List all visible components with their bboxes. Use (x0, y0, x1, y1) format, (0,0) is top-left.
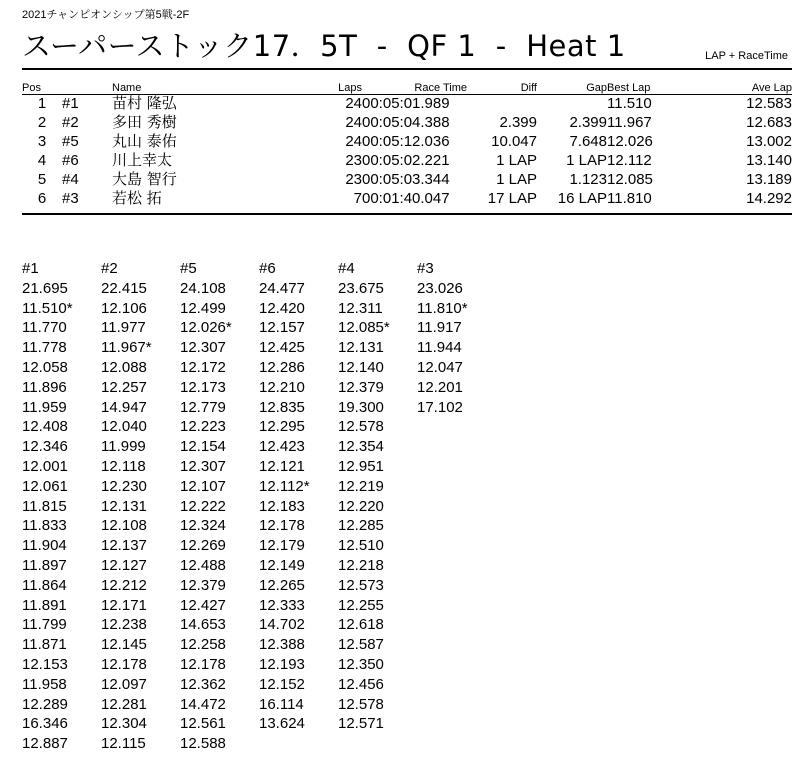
lap-time: 12.561 (180, 715, 226, 733)
laps-cell: 24 (345, 95, 362, 112)
lap-time: 12.281 (101, 695, 147, 713)
lap-time: 12.618 (338, 616, 384, 634)
diff-cell: 10.047 (491, 133, 537, 150)
diff-cell (467, 94, 537, 113)
lap-time: 12.257 (101, 378, 147, 396)
best-lap-cell: 11.510 (607, 95, 652, 112)
lap-time: 12.286 (259, 358, 305, 376)
best-lap-cell: 12.085 (607, 171, 653, 188)
lap-time: 21.695 (22, 279, 68, 297)
lap-time: 12.295 (259, 418, 305, 436)
lap-time: 12.001 (22, 457, 68, 475)
lap-time: 12.107 (180, 477, 226, 495)
lap-time: 12.571 (338, 715, 384, 733)
lap-time: 12.951 (338, 457, 384, 475)
lap-time: 12.578 (338, 418, 384, 436)
lap-time: 12.304 (101, 715, 147, 733)
race-time-cell: 00:01:40.047 (362, 190, 450, 207)
table-row (22, 113, 792, 132)
lap-time: 12.510 (338, 537, 384, 555)
lap-time: 12.106 (101, 299, 147, 317)
col-header-laps: Laps (338, 82, 362, 94)
gap-cell: 1.123 (569, 171, 607, 188)
lap-time: 12.408 (22, 418, 68, 436)
lap-time: 12.289 (22, 695, 68, 713)
col-header-name: Name (112, 82, 142, 94)
gap-cell: 7.648 (569, 133, 607, 150)
lap-time: 24.477 (259, 279, 305, 297)
lap-column (417, 259, 495, 417)
driver-name-cell: 大島 智行 (112, 170, 177, 188)
laps-cell: 7 (353, 190, 362, 207)
diff-cell: 1 LAP (496, 152, 537, 169)
lap-time: 12.307 (180, 457, 226, 475)
gap-cell: 16 LAP (557, 190, 607, 207)
lap-time: 12.178 (259, 517, 305, 535)
lap-time: 12.388 (259, 636, 305, 654)
car-number-cell: #6 (62, 152, 79, 169)
lap-time: 12.218 (338, 556, 384, 574)
car-number-cell: #5 (62, 133, 79, 150)
ave-lap-cell: 13.140 (746, 152, 792, 169)
pos-cell: 2 (37, 114, 47, 131)
lap-time: 12.183 (259, 497, 305, 515)
lap-time: 24.108 (180, 279, 226, 297)
lap-time: 11.815 (22, 497, 67, 515)
lap-time: 11.891 (22, 596, 67, 614)
lap-time: 12.269 (180, 537, 226, 555)
lap-time: 12.456 (338, 675, 384, 693)
lap-time: 12.425 (259, 339, 305, 357)
lap-time: 12.835 (259, 398, 305, 416)
lap-time: 12.488 (180, 556, 226, 574)
lap-time: 12.307 (180, 339, 226, 357)
lap-time: 23.675 (338, 279, 384, 297)
lap-time: 12.157 (259, 319, 305, 337)
lap-time: 12.040 (101, 418, 147, 436)
lap-time: 12.140 (338, 358, 384, 376)
diff-cell: 1 LAP (496, 171, 537, 188)
lap-time: 12.145 (101, 636, 147, 654)
lap-time: 14.472 (180, 695, 226, 713)
lap-time: 12.285 (338, 517, 384, 535)
col-header-best-lap: Best Lap (607, 82, 651, 94)
lap-time: 11.778 (22, 339, 67, 357)
lap-time: 12.131 (338, 339, 384, 357)
lap-time: 12.346 (22, 438, 68, 456)
car-number-cell: #1 (62, 95, 79, 112)
lap-time: 11.917 (417, 319, 462, 337)
race-time-cell: 00:05:12.036 (362, 133, 450, 150)
lap-time: 17.102 (417, 398, 463, 416)
race-time-cell: 00:05:03.344 (362, 171, 450, 188)
top-rule (22, 68, 792, 70)
lap-time: 12.255 (338, 596, 384, 614)
table-row (22, 94, 792, 113)
laps-cell: 23 (345, 171, 362, 188)
driver-name-cell: 丸山 泰佑 (112, 132, 177, 150)
ave-lap-cell: 14.292 (746, 190, 792, 207)
table-row (22, 170, 792, 189)
lap-time: 16.114 (259, 695, 304, 713)
lap-time: 12.578 (338, 695, 384, 713)
lap-column (101, 259, 179, 754)
lap-time: 12.173 (180, 378, 226, 396)
lap-time: 22.415 (101, 279, 147, 297)
col-header-ave-lap: Ave Lap (751, 82, 792, 94)
lap-time: 12.201 (417, 378, 463, 396)
table-row (22, 189, 792, 208)
lap-time: 11.959 (22, 398, 67, 416)
driver-name-cell: 若松 拓 (112, 189, 162, 207)
race-time-cell: 00:05:01.989 (362, 95, 450, 112)
lap-time: 12.112* (259, 477, 310, 495)
lap-time: 12.097 (101, 675, 147, 693)
lap-time: 16.346 (22, 715, 68, 733)
best-lap-cell: 12.112 (607, 152, 652, 169)
best-lap-cell: 11.967 (607, 114, 652, 131)
diff-cell: 2.399 (499, 114, 537, 131)
lap-time: 12.499 (180, 299, 226, 317)
lap-time: 12.212 (101, 576, 147, 594)
lap-time: 12.230 (101, 477, 147, 495)
laps-cell: 24 (345, 133, 362, 150)
lap-time: 11.833 (22, 517, 67, 535)
driver-name-cell: 苗村 隆弘 (112, 94, 177, 112)
lap-time: 12.222 (180, 497, 226, 515)
ave-lap-cell: 12.583 (746, 95, 792, 112)
lap-time: 12.362 (180, 675, 226, 693)
diff-cell: 17 LAP (487, 190, 537, 207)
ave-lap-cell: 12.683 (746, 114, 792, 131)
lap-time: 12.219 (338, 477, 384, 495)
lap-time: 12.265 (259, 576, 305, 594)
lap-column-header: #1 (22, 260, 39, 277)
pos-cell: 3 (37, 133, 47, 150)
lap-time: 12.179 (259, 537, 305, 555)
lap-time: 12.178 (180, 655, 226, 673)
lap-time: 19.300 (338, 398, 384, 416)
lap-time: 11.944 (417, 339, 462, 357)
results-header-row (22, 79, 792, 94)
lap-time: 12.427 (180, 596, 226, 614)
lap-time: 12.149 (259, 556, 305, 574)
car-number-cell: #4 (62, 171, 79, 188)
lap-column-header: #3 (417, 260, 434, 277)
lap-time: 12.047 (417, 358, 463, 376)
lap-time: 14.702 (259, 616, 305, 634)
lap-time: 11.864 (22, 576, 67, 594)
lap-time: 12.311 (338, 299, 383, 317)
lap-time: 12.379 (180, 576, 226, 594)
lap-column-header: #4 (338, 260, 355, 277)
driver-name-cell: 川上幸太 (112, 151, 173, 169)
ave-lap-cell: 13.002 (746, 133, 792, 150)
col-header-gap: Gap (586, 82, 607, 94)
pos-cell: 5 (37, 171, 47, 188)
lap-time: 13.624 (259, 715, 305, 733)
lap-time: 11.967* (101, 339, 152, 357)
lap-time: 12.333 (259, 596, 305, 614)
lap-time: 12.152 (259, 675, 305, 693)
gap-cell (537, 94, 607, 113)
lap-time: 12.379 (338, 378, 384, 396)
lap-time: 12.238 (101, 616, 147, 634)
col-header-race-time: Race Time (414, 82, 467, 94)
lap-time: 12.137 (101, 537, 147, 555)
lap-column-header: #2 (101, 260, 118, 277)
lap-time: 11.999 (101, 438, 146, 456)
lap-time: 11.799 (22, 616, 67, 634)
lap-column (259, 259, 337, 734)
lap-time: 12.588 (180, 735, 226, 753)
laps-cell: 23 (345, 152, 362, 169)
lap-time: 12.121 (259, 457, 305, 475)
lap-time: 11.896 (22, 378, 67, 396)
pos-cell: 4 (37, 152, 47, 169)
lap-time: 11.904 (22, 537, 67, 555)
best-lap-cell: 12.026 (607, 133, 653, 150)
lap-time: 12.223 (180, 418, 226, 436)
car-number-cell: #2 (62, 114, 79, 131)
lap-column (22, 259, 100, 754)
lap-time: 12.058 (22, 358, 68, 376)
lap-time: 12.108 (101, 517, 147, 535)
car-number-cell: #3 (62, 190, 79, 207)
lap-time: 12.154 (180, 438, 226, 456)
lap-column-header: #6 (259, 260, 276, 277)
lap-time: 12.153 (22, 655, 68, 673)
lap-time: 23.026 (417, 279, 463, 297)
lap-time: 12.354 (338, 438, 384, 456)
mode-label: LAP + RaceTime (705, 50, 788, 62)
lap-time: 12.026* (180, 319, 232, 337)
lap-time: 12.115 (101, 735, 146, 753)
lap-time: 12.423 (259, 438, 305, 456)
bottom-rule (22, 213, 792, 215)
lap-time: 11.810* (417, 299, 468, 317)
col-header-pos: Pos (22, 82, 41, 94)
lap-time: 12.061 (22, 477, 68, 495)
lap-time: 12.887 (22, 735, 68, 753)
lap-column (338, 259, 416, 734)
lap-time: 12.220 (338, 497, 384, 515)
race-time-cell: 00:05:04.388 (362, 114, 450, 131)
lap-time: 12.085* (338, 319, 390, 337)
lap-time: 12.420 (259, 299, 305, 317)
lap-time: 12.258 (180, 636, 226, 654)
lap-time: 12.172 (180, 358, 226, 376)
laps-cell: 24 (345, 114, 362, 131)
lap-time: 11.958 (22, 675, 67, 693)
ave-lap-cell: 13.189 (746, 171, 792, 188)
lap-time: 11.510* (22, 299, 73, 317)
lap-time: 12.127 (101, 556, 147, 574)
results-table (22, 79, 792, 208)
gap-cell: 1 LAP (566, 152, 607, 169)
lap-time: 11.770 (22, 319, 67, 337)
driver-name-cell: 多田 秀樹 (112, 113, 177, 131)
subtitle: 2021チャンピオンシップ第5戦-2F (22, 9, 190, 21)
lap-time: 12.118 (101, 457, 146, 475)
lap-time: 12.573 (338, 576, 384, 594)
table-row (22, 132, 792, 151)
gap-cell: 2.399 (569, 114, 607, 131)
best-lap-cell: 11.810 (607, 190, 652, 207)
lap-time: 12.171 (101, 596, 147, 614)
lap-time: 12.324 (180, 517, 226, 535)
race-time-cell: 00:05:02.221 (362, 152, 450, 169)
lap-time: 12.779 (180, 398, 226, 416)
lap-time: 12.350 (338, 655, 384, 673)
pos-cell: 6 (37, 190, 47, 207)
pos-cell: 1 (37, 95, 47, 112)
lap-time: 11.871 (22, 636, 67, 654)
page-title: スーパーストック17．5T - QF 1 - Heat 1 (22, 29, 626, 63)
lap-time: 12.088 (101, 358, 147, 376)
lap-column-header: #5 (180, 260, 197, 277)
lap-time: 12.131 (101, 497, 147, 515)
table-row (22, 151, 792, 170)
lap-time: 14.947 (101, 398, 147, 416)
lap-column (180, 259, 258, 754)
col-header-diff: Diff (520, 82, 537, 94)
lap-time: 12.193 (259, 655, 305, 673)
lap-time: 12.210 (259, 378, 305, 396)
lap-time: 11.897 (22, 556, 67, 574)
results-body (22, 94, 792, 208)
lap-time: 12.178 (101, 655, 147, 673)
lap-time: 14.653 (180, 616, 226, 634)
lap-time: 11.977 (101, 319, 146, 337)
lap-time: 12.587 (338, 636, 384, 654)
